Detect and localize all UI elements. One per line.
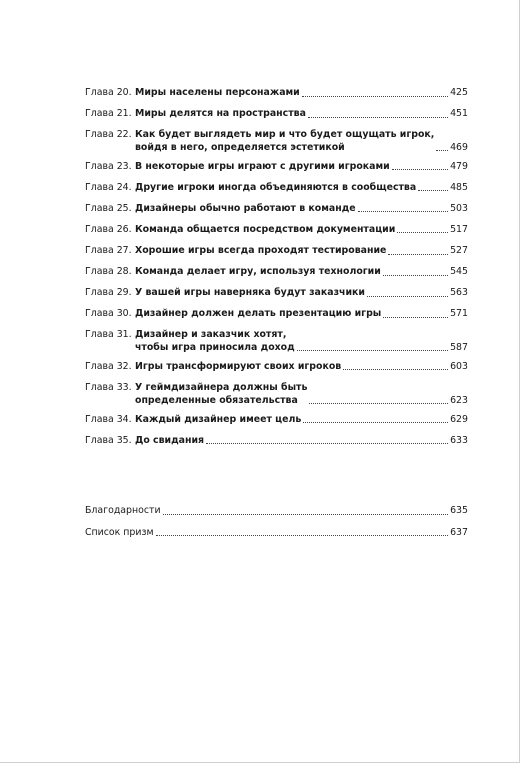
table-of-contents (85, 87, 468, 456)
back-matter-title: Благодарности (85, 505, 161, 516)
chapter-label: Глава 28. (85, 266, 132, 278)
page-number: 503 (450, 202, 468, 214)
dot-leader (206, 443, 448, 444)
chapter-label: Глава 35. (85, 434, 132, 446)
dot-leader (309, 403, 448, 404)
chapter-label: Глава 26. (85, 223, 132, 235)
dot-leader (343, 369, 448, 370)
dot-leader (397, 232, 448, 233)
page-number: 545 (450, 266, 468, 278)
chapter-title: Миры населены персонажами (135, 87, 300, 98)
chapter-title: Миры делятся на пространства (135, 108, 306, 120)
page-number: 603 (450, 360, 468, 372)
chapter-title: Хорошие игры всегда проходят тестирование (135, 245, 387, 257)
dot-leader (383, 275, 448, 276)
dot-leader (156, 535, 449, 536)
toc-entry-ch23[interactable] (85, 161, 468, 174)
chapter-label: Глава 27. (85, 245, 132, 257)
chapter-title: Команда общается посредством документации (135, 223, 396, 235)
chapter-label: Глава 23. (85, 160, 132, 172)
chapter-title: В некоторые игры играют с другими игроками (135, 160, 390, 172)
dot-leader (418, 190, 448, 191)
chapter-title: Дизайнер должен делать презентацию игры (135, 308, 382, 320)
chapter-title: Как будет выглядеть мир и что будет ощущать игрок, войдя в него, определяется эстетикой (135, 129, 435, 153)
chapter-label: Глава 25. (85, 202, 132, 214)
toc-entry-ch30[interactable] (85, 308, 468, 321)
toc-entry-prism-list[interactable] (85, 527, 468, 540)
chapter-label: Глава 34. (85, 413, 132, 425)
page-number: 623 (450, 394, 468, 406)
chapter-label: Глава 22. (85, 129, 132, 141)
dot-leader (303, 422, 448, 423)
toc-entry-ch21[interactable] (85, 108, 468, 121)
page-number: 479 (450, 160, 468, 172)
page-number: 527 (450, 245, 468, 257)
toc-entry-ch24[interactable] (85, 182, 468, 195)
page-number: 563 (450, 287, 468, 299)
dot-leader (358, 211, 448, 212)
page-number: 469 (450, 141, 468, 153)
toc-entry-ch35[interactable] (85, 435, 468, 448)
page-number: 425 (450, 87, 468, 98)
toc-entry-ch31[interactable] (85, 329, 468, 354)
toc-entry-ch32[interactable] (85, 361, 468, 374)
dot-leader (436, 150, 448, 151)
chapter-label: Глава 29. (85, 287, 132, 299)
dot-leader (163, 514, 449, 515)
chapter-label: Глава 33. (85, 382, 132, 394)
back-matter (85, 505, 468, 548)
dot-leader (302, 96, 448, 97)
dot-leader (308, 117, 448, 118)
page-number: 637 (450, 526, 468, 538)
chapter-title: У вашей игры наверняка будут заказчики (135, 287, 365, 299)
chapter-title: Команда делает игру, используя технологии (135, 266, 381, 278)
toc-entry-ch28[interactable] (85, 266, 468, 279)
page-number: 451 (450, 108, 468, 120)
toc-entry-ch29[interactable] (85, 287, 468, 300)
chapter-title: Дизайнер и заказчик хотят, чтобы игра приносила доход (135, 329, 295, 353)
back-matter-title: Список призм (85, 526, 154, 538)
toc-entry-ch25[interactable] (85, 203, 468, 216)
page-number: 629 (450, 413, 468, 425)
chapter-label: Глава 21. (85, 108, 132, 120)
chapter-title: Каждый дизайнер имеет цель (135, 413, 302, 425)
page-number: 587 (450, 341, 468, 353)
page-number: 571 (450, 308, 468, 320)
toc-entry-ch22[interactable] (85, 129, 468, 154)
dot-leader (388, 254, 448, 255)
chapter-title: До свидания (135, 434, 205, 446)
chapter-title: Другие игроки иногда объединяются в сообщества (135, 181, 417, 193)
toc-entry-ch33[interactable] (85, 382, 468, 407)
toc-entry-ch27[interactable] (85, 245, 468, 258)
toc-entry-acknowledgements[interactable] (85, 505, 468, 518)
chapter-label: Глава 24. (85, 181, 132, 193)
chapter-label: Глава 20. (85, 87, 132, 98)
chapter-title: Игры трансформируют своих игроков (135, 360, 342, 372)
dot-leader (367, 296, 448, 297)
page-number: 633 (450, 434, 468, 446)
dot-leader (297, 350, 448, 351)
dot-leader (392, 169, 448, 170)
chapter-label: Глава 32. (85, 360, 132, 372)
chapter-label: Глава 30. (85, 308, 132, 320)
chapter-title: У геймдизайнера должны быть определенные обязательства (135, 382, 308, 406)
toc-entry-ch26[interactable] (85, 224, 468, 237)
page-number: 485 (450, 181, 468, 193)
chapter-title: Дизайнеры обычно работают в команде (135, 202, 356, 214)
toc-entry-ch34[interactable] (85, 414, 468, 427)
dot-leader (383, 317, 448, 318)
page-number: 517 (450, 223, 468, 235)
toc-entry-ch20[interactable] (85, 87, 468, 100)
page-number: 635 (450, 505, 468, 516)
chapter-label: Глава 31. (85, 329, 132, 341)
